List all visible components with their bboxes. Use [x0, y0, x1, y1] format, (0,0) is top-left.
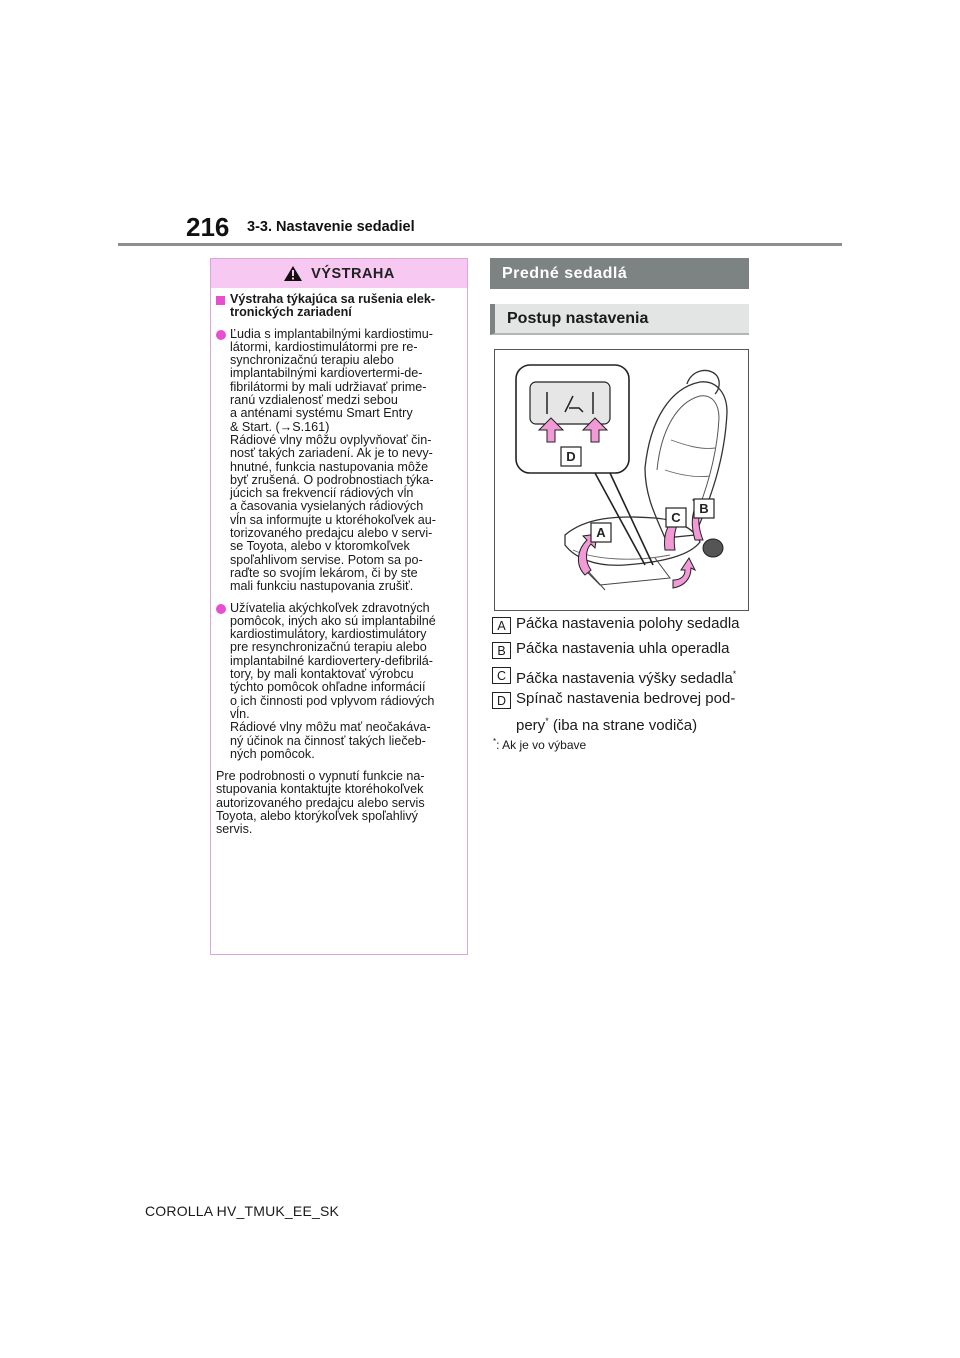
- figure-label-c: C: [671, 510, 681, 525]
- footer-model-code: COROLLA HV_TMUK_EE_SK: [145, 1203, 340, 1219]
- legend-key-a: A: [492, 617, 511, 634]
- figure-label-d: D: [566, 449, 576, 464]
- page-number: 216: [186, 212, 230, 242]
- legend-item-a: A Páčka nastavenia polohy sedadla: [492, 616, 740, 635]
- legend-item-c: C Páčka nastavenia výšky sedadla*: [492, 666, 736, 690]
- legend-key-d: D: [492, 692, 511, 709]
- footnote: *: Ak je vo výbave: [493, 737, 587, 752]
- figure-label-a: A: [596, 525, 606, 540]
- subsection-banner: Postup nastavenia: [490, 304, 749, 335]
- legend-key-c: C: [492, 667, 511, 684]
- section-banner: Predné sedadlá: [490, 258, 749, 289]
- warning-body: [211, 288, 467, 837]
- legend-item-b: B Páčka nastavenia uhla operadla: [492, 641, 730, 660]
- circle-bullet-icon: [216, 330, 226, 340]
- header-rule: [118, 243, 842, 246]
- legend-item-d: D Spínač nastavenia bedrovej pod- pery* (iba na strane vodiča): [492, 691, 735, 737]
- warning-bullet-implants: Ľudia s implantabilnými kardiostimu- látormi, kardiostimulátormi pre re- synchronizačnú terapiu alebo implantabilnými kardiovertermi-de- fibrilátormi by mali udržiavať prime- ranú vzdialenosť medzi sebou a anténami systému Smart Entry & Start. (→S.161) Rádiové vlny môžu ovplyvňovať čin- nosť takých zariadení. Ak je to nevy- hnutné, funkcia nastupovania môže byť zrušená. O podrobnostiach týka- júcich sa frekvencií rádiových vĺn a časovania vysielaných rádiových vĺn sa informujte u ktoréhokoľvek au- torizovaného predajcu alebo v servi- se Toyota, alebo v ktoromkoľvek spoľahlivom servise. Potom sa po- raďte so svojím lekárom, či by ste mali funkciu nastupovania zrušiť.: [216, 328, 461, 594]
- warning-closing-text: Pre podrobnosti o vypnutí funkcie na- stupovania kontaktujte ktoréhokoľvek autorizovaného predajcu alebo servis Toyota, alebo ktorýkoľvek spoľahlivý servis.: [216, 769, 425, 837]
- warning-bullet-medical-devices: Užívatelia akýchkoľvek zdravotných pomôcok, iných ako sú implantabilné kardiostimulátory, kardiostimulátory pre resynchronizačnú terapiu alebo implantabilné kardiovertery-defibrilá- tory, by mali kontaktovať výrobcu týchto pomôcok ohľadne informácií o ich činnosti pod vplyvom rádiových vĺn. Rádiové vlny môžu mať neočakáva- ný účinok na činnosť takých liečeb- ných pomôcok.: [216, 602, 461, 762]
- warning-triangle-icon: [283, 265, 303, 282]
- square-bullet-icon: [216, 296, 225, 305]
- warning-subtitle: Výstraha týkajúca sa rušenia elek- tronických zariadení: [216, 293, 461, 320]
- circle-bullet-icon: [216, 604, 226, 614]
- legend-key-b: B: [492, 642, 511, 659]
- warning-box: [210, 258, 468, 955]
- warning-header: [211, 259, 467, 288]
- section-title: 3-3. Nastavenie sedadiel: [247, 219, 415, 235]
- seat-illustration: [495, 350, 748, 610]
- seat-adjustment-figure: [494, 349, 749, 611]
- figure-label-b: B: [699, 501, 709, 516]
- warning-title: VÝSTRAHA: [311, 265, 395, 282]
